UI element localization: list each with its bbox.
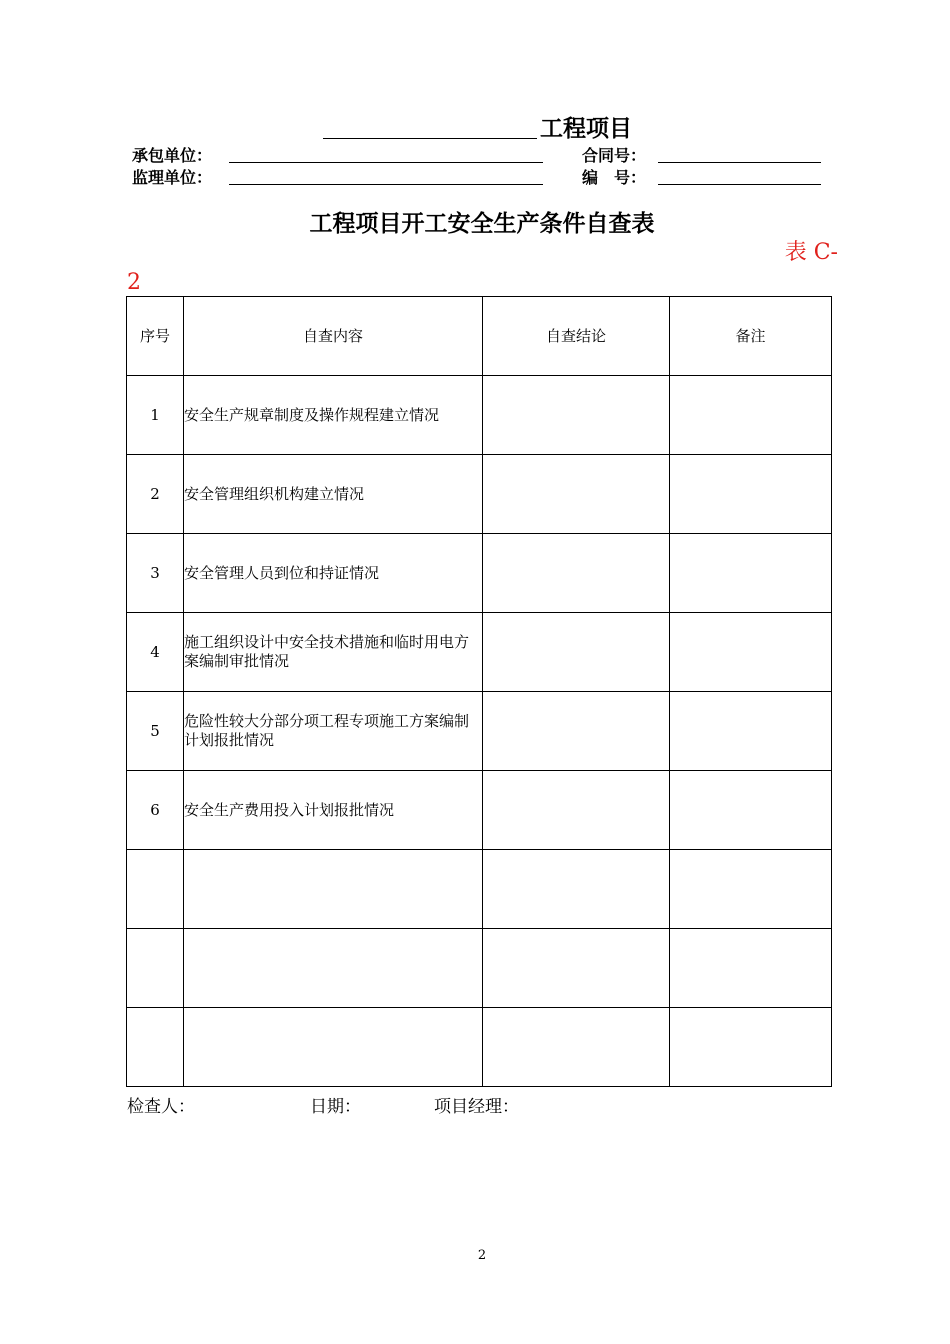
row-content: 安全管理人员到位和持证情况 [184,534,483,613]
row-content: 危险性较大分部分项工程专项施工方案编制计划报批情况 [184,692,483,771]
project-title: 工程项目 [540,116,632,142]
row-remark-cell[interactable] [670,1008,832,1087]
row-result-cell[interactable] [483,376,670,455]
row-number[interactable] [127,1008,184,1087]
table-row [127,771,832,850]
row-remark-cell[interactable] [670,929,832,1008]
row-content: 安全生产费用投入计划报批情况 [184,771,483,850]
row-number: 5 [127,692,184,771]
row-result-cell[interactable] [483,613,670,692]
project-manager-label: 项目经理： [434,1097,519,1117]
row-content: 安全管理组织机构建立情况 [184,455,483,534]
document-title: 工程项目开工安全生产条件自查表 [309,211,655,237]
row-number: 4 [127,613,184,692]
form-code: 表 C- [784,240,838,265]
date-label: 日期： [310,1097,361,1117]
row-result-cell[interactable] [483,771,670,850]
row-number[interactable] [127,929,184,1008]
row-content[interactable] [184,850,483,929]
contract-no-label: 合同号： [582,146,647,165]
table-header-row [127,297,832,376]
row-number: 2 [127,455,184,534]
row-content[interactable] [184,929,483,1008]
row-remark-cell[interactable] [670,771,832,850]
serial-no-blank [658,184,821,185]
row-remark-cell[interactable] [670,455,832,534]
row-remark-cell[interactable] [670,376,832,455]
header-no: 序号 [127,297,184,376]
supervisor-label: 监理单位： [132,168,213,187]
contractor-blank [229,162,543,163]
page-number: 2 [477,1248,487,1263]
form-code-suffix: 2 [127,270,141,295]
row-remark-cell[interactable] [670,692,832,771]
header-result: 自查结论 [483,297,670,376]
header-content: 自查内容 [184,297,483,376]
table-row [127,534,832,613]
supervisor-blank [229,184,543,185]
row-content: 施工组织设计中安全技术措施和临时用电方案编制审批情况 [184,613,483,692]
project-name-blank [323,138,537,139]
row-result-cell[interactable] [483,534,670,613]
serial-no-label: 编 号： [582,168,647,187]
table-row [127,929,832,1008]
inspector-label: 检查人： [127,1097,195,1117]
table-row [127,1008,832,1087]
self-check-table [126,296,832,1087]
row-content: 安全生产规章制度及操作规程建立情况 [184,376,483,455]
row-result-cell[interactable] [483,850,670,929]
row-remark-cell[interactable] [670,613,832,692]
row-result-cell[interactable] [483,692,670,771]
row-result-cell[interactable] [483,1008,670,1087]
row-number: 3 [127,534,184,613]
row-number: 6 [127,771,184,850]
row-result-cell[interactable] [483,929,670,1008]
table-row [127,455,832,534]
table-row [127,613,832,692]
table-row [127,850,832,929]
contract-no-blank [658,162,821,163]
row-number: 1 [127,376,184,455]
row-remark-cell[interactable] [670,850,832,929]
header-remark: 备注 [670,297,832,376]
table-row [127,692,832,771]
table-row [127,376,832,455]
row-content[interactable] [184,1008,483,1087]
row-result-cell[interactable] [483,455,670,534]
row-number[interactable] [127,850,184,929]
contractor-label: 承包单位： [132,146,213,165]
row-remark-cell[interactable] [670,534,832,613]
